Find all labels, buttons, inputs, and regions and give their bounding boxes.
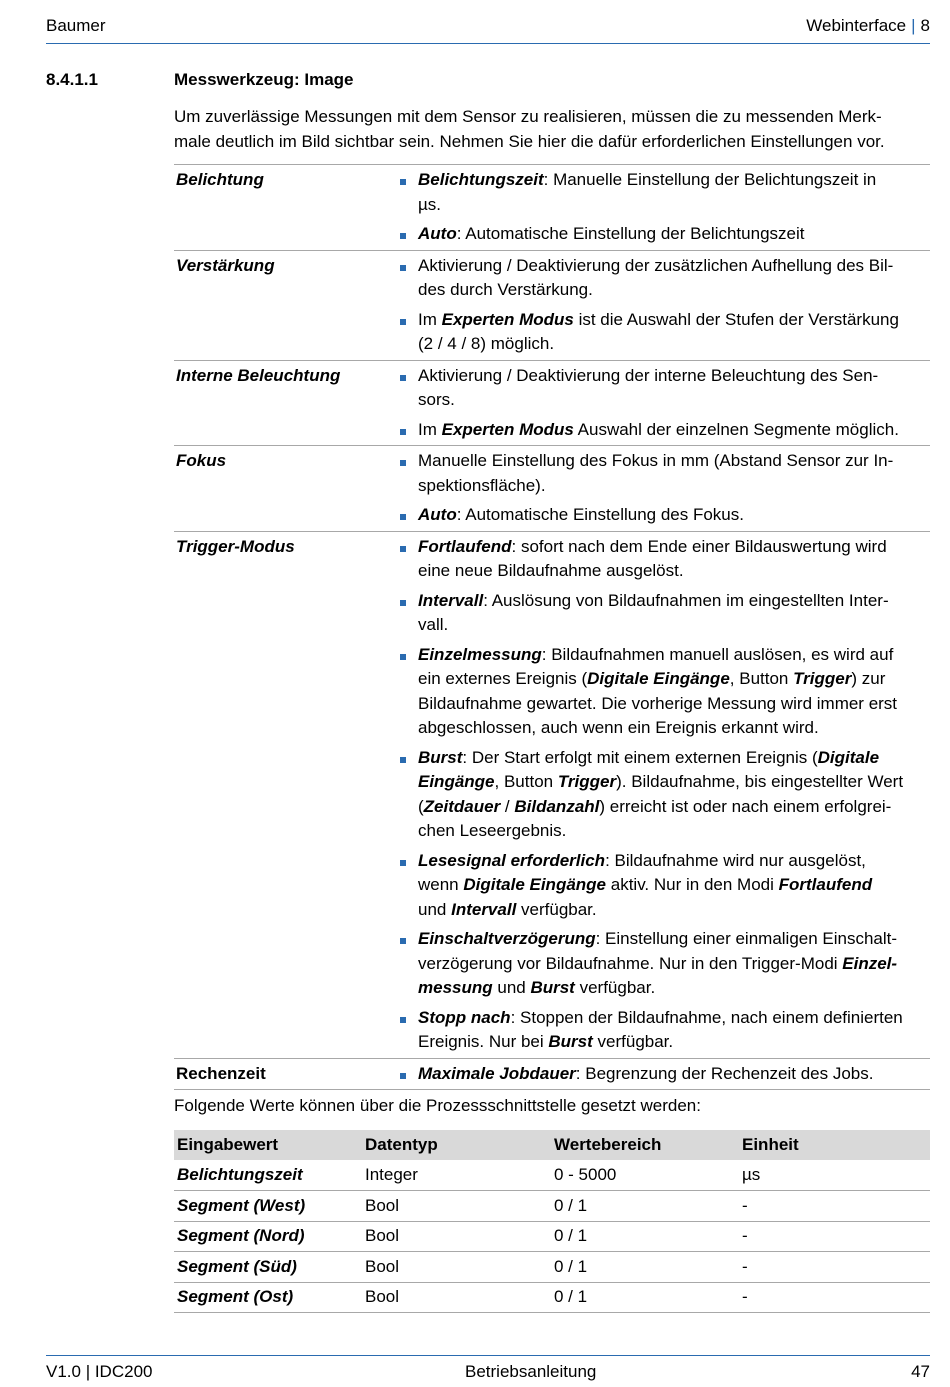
- table-row: [174, 1282, 930, 1313]
- bullet-item: [398, 446, 930, 500]
- param-row-trigger: [174, 531, 930, 1058]
- table-row: [174, 1221, 930, 1252]
- table-cell: Belichtungszeit: [174, 1160, 362, 1191]
- table-cell: µs: [739, 1160, 930, 1191]
- bullet-item: [398, 415, 930, 445]
- page-header: [46, 14, 930, 44]
- text: : sofort nach dem Ende einer Bildauswertung wird: [511, 536, 887, 556]
- section-title: Messwerkzeug: Image: [174, 70, 354, 89]
- term: Trigger: [793, 669, 852, 688]
- table-cell: Integer: [362, 1160, 551, 1191]
- section-number: 8.4.1.1: [46, 70, 98, 89]
- column-header: Eingabewert: [174, 1130, 362, 1160]
- text: : Der Start erfolgt mit einem externen Ereignis (: [462, 747, 818, 767]
- text: Bildaufnahme gewartet. Die vorherige Messung wird immer erst: [418, 693, 898, 713]
- header-section: [806, 16, 930, 36]
- page-number: 47: [911, 1362, 930, 1381]
- parameter-table: [174, 164, 930, 1090]
- footer-doc-type: Betriebsanleitung: [465, 1362, 597, 1381]
- bullet-item: [398, 532, 930, 586]
- term: Bildanzahl: [514, 796, 600, 816]
- header-separator: |: [911, 16, 916, 35]
- table-row: [174, 1252, 930, 1283]
- param-row-beleuchtung: [174, 360, 930, 446]
- table-cell: Bool: [362, 1252, 551, 1283]
- param-label: Interne Beleuchtung: [176, 365, 341, 385]
- text: (2 / 4 / 8) möglich.: [418, 334, 555, 353]
- term: Fortlaufend: [778, 875, 873, 894]
- text: sors.: [418, 390, 455, 409]
- term: Eingänge: [418, 772, 495, 791]
- bullet-item: [398, 586, 930, 640]
- text: Im: [418, 419, 442, 439]
- term: Experten Modus: [441, 419, 574, 439]
- param-row-fokus: [174, 445, 930, 531]
- bullet-item: [398, 219, 930, 249]
- text: Manuelle Einstellung des Fokus in mm (Abstand Sensor zur In-: [418, 451, 894, 470]
- param-description: [398, 532, 930, 1057]
- term: Zeitdauer: [423, 796, 501, 816]
- param-description: [398, 165, 930, 249]
- text: , Button: [729, 669, 794, 688]
- text: aktiv. Nur in den Modi: [606, 875, 779, 894]
- term: Fortlaufend: [418, 536, 512, 556]
- bullet-item: [398, 924, 930, 1003]
- term: Burst: [530, 978, 575, 997]
- term: Digitale Eingänge: [587, 669, 730, 688]
- text: ) zur: [851, 669, 886, 688]
- text: eine neue Bildaufnahme ausgelöst.: [418, 561, 684, 580]
- text: Auswahl der einzelnen Segmente möglich.: [573, 419, 899, 439]
- column-header: Datentyp: [362, 1130, 551, 1160]
- bullet-item: [398, 305, 930, 359]
- table-cell: Bool: [362, 1282, 551, 1313]
- term: Burst: [548, 1032, 593, 1051]
- table-cell: Bool: [362, 1191, 551, 1222]
- term: Trigger: [557, 772, 617, 791]
- values-table: [174, 1130, 930, 1313]
- text: wenn: [418, 875, 464, 894]
- text: verfügbar.: [516, 899, 597, 919]
- term: Burst: [418, 747, 463, 767]
- text: vall.: [418, 615, 449, 634]
- table-cell: -: [739, 1252, 930, 1283]
- values-intro: Folgende Werte können über die Prozessschnittstelle gesetzt werden:: [174, 1096, 701, 1115]
- param-description: [398, 446, 930, 530]
- term: Digitale: [817, 747, 880, 767]
- bullet-item: [398, 743, 930, 846]
- bullet-item: [398, 165, 930, 219]
- table-cell: 0 / 1: [551, 1221, 739, 1252]
- text: : Begrenzung der Rechenzeit des Jobs.: [575, 1063, 874, 1083]
- term: Auto: [418, 224, 457, 243]
- text: und: [418, 899, 452, 919]
- param-row-belichtung: [174, 164, 930, 250]
- term: Belichtungszeit: [418, 170, 544, 189]
- bullet-item: [398, 846, 930, 925]
- term: Maximale Jobdauer: [418, 1063, 576, 1083]
- table-cell: 0 / 1: [551, 1191, 739, 1222]
- term: Experten Modus: [441, 309, 574, 329]
- section-intro: [174, 105, 930, 154]
- text: : Bildaufnahme wird nur ausgelöst,: [605, 850, 866, 870]
- footer-version: V1.0 | IDC200: [46, 1362, 153, 1381]
- table-row: [174, 1160, 930, 1191]
- term: Intervall: [451, 899, 517, 919]
- text: : Automatische Einstellung des Fokus.: [456, 505, 744, 524]
- text: ). Bildaufnahme, bis eingestellter Wert: [616, 772, 904, 791]
- param-description: [398, 1059, 930, 1089]
- param-label: Rechenzeit: [176, 1063, 266, 1083]
- table-cell: 0 / 1: [551, 1282, 739, 1313]
- table-cell: 0 / 1: [551, 1252, 739, 1283]
- term: Intervall: [418, 590, 484, 610]
- header-section-title: Webinterface: [806, 16, 907, 35]
- text: ) erreicht ist oder nach einem erfolgrei-: [599, 796, 892, 816]
- page-footer: [46, 1355, 930, 1385]
- term: Digitale Eingänge: [463, 875, 607, 894]
- param-description: [398, 251, 930, 359]
- text: , Button: [494, 772, 558, 791]
- term: Stopp nach: [418, 1007, 511, 1027]
- term: Einzel-: [842, 953, 898, 973]
- table-cell: Segment (Nord): [174, 1221, 362, 1252]
- text: : Automatische Einstellung der Belichtungszeit: [456, 224, 805, 243]
- header-brand: Baumer: [46, 16, 106, 35]
- text: : Stoppen der Bildaufnahme, nach einem definierten: [510, 1007, 903, 1027]
- bullet-item: [398, 640, 930, 743]
- bullet-item: [398, 1059, 930, 1089]
- table-cell: 0 - 5000: [551, 1160, 739, 1191]
- table-cell: -: [739, 1191, 930, 1222]
- term: Einzelmessung: [418, 644, 542, 664]
- table-cell: Segment (Ost): [174, 1282, 362, 1313]
- table-cell: Segment (Süd): [174, 1252, 362, 1283]
- param-description: [398, 361, 930, 445]
- intro-line: Um zuverlässige Messungen mit dem Sensor zu realisieren, müssen die zu messenden Merk-: [174, 107, 882, 126]
- text: chen Leseergebnis.: [418, 821, 567, 840]
- table-row: [174, 1191, 930, 1222]
- text: (: [418, 796, 424, 816]
- bullet-item: [398, 361, 930, 415]
- text: : Auslösung von Bildaufnahmen im eingestellten Inter-: [483, 590, 889, 610]
- text: µs.: [418, 194, 442, 214]
- term: Auto: [418, 505, 457, 524]
- param-row-rechenzeit: [174, 1058, 930, 1091]
- table-cell: -: [739, 1282, 930, 1313]
- text: Im: [418, 309, 442, 329]
- param-row-verstaerkung: [174, 250, 930, 360]
- text: abgeschlossen, auch wenn ein Ereignis erkannt wird.: [418, 718, 819, 737]
- text: und: [492, 978, 531, 997]
- param-label: Fokus: [176, 451, 227, 470]
- term: messung: [418, 978, 493, 997]
- text: spektionsfläche).: [418, 475, 546, 495]
- text: verfügbar.: [574, 978, 656, 997]
- column-header: Wertebereich: [551, 1130, 739, 1160]
- text: : Bildaufnahmen manuell auslösen, es wird auf: [541, 644, 894, 664]
- table-cell: Bool: [362, 1221, 551, 1252]
- text: verfügbar.: [592, 1032, 674, 1051]
- bullet-item: [398, 500, 930, 530]
- text: Aktivierung / Deaktivierung der interne Beleuchtung des Sen-: [418, 365, 879, 385]
- text: Ereignis. Nur bei: [418, 1032, 549, 1051]
- bullet-item: [398, 1003, 930, 1057]
- text: : Einstellung einer einmaligen Einschalt-: [595, 929, 898, 948]
- bullet-item: [398, 251, 930, 305]
- text: /: [500, 796, 515, 816]
- column-header: Einheit: [739, 1130, 930, 1160]
- param-label: Belichtung: [176, 170, 264, 189]
- text: ein externes Ereignis (: [418, 669, 588, 688]
- text: Aktivierung / Deaktivierung der zusätzlichen Aufhellung des Bil-: [418, 255, 894, 275]
- table-cell: Segment (West): [174, 1191, 362, 1222]
- term: Einschaltverzögerung: [418, 929, 596, 948]
- param-label: Verstärkung: [176, 255, 275, 275]
- term: Lesesignal erforderlich: [418, 850, 606, 870]
- table-cell: -: [739, 1221, 930, 1252]
- text: verzögerung vor Bildaufnahme. Nur in den Trigger-Modi: [418, 953, 843, 973]
- text: ist die Auswahl der Stufen der Verstärkung: [573, 309, 899, 329]
- text: : Manuelle Einstellung der Belichtungszeit in: [543, 170, 877, 189]
- intro-line: male deutlich im Bild sichtbar sein. Nehmen Sie hier die dafür erforderlichen Einstellungen vor.: [174, 131, 885, 151]
- text: des durch Verstärkung.: [418, 280, 593, 299]
- param-label: Trigger-Modus: [176, 536, 295, 556]
- header-chapter: 8: [920, 16, 930, 35]
- table-header-row: [174, 1130, 930, 1160]
